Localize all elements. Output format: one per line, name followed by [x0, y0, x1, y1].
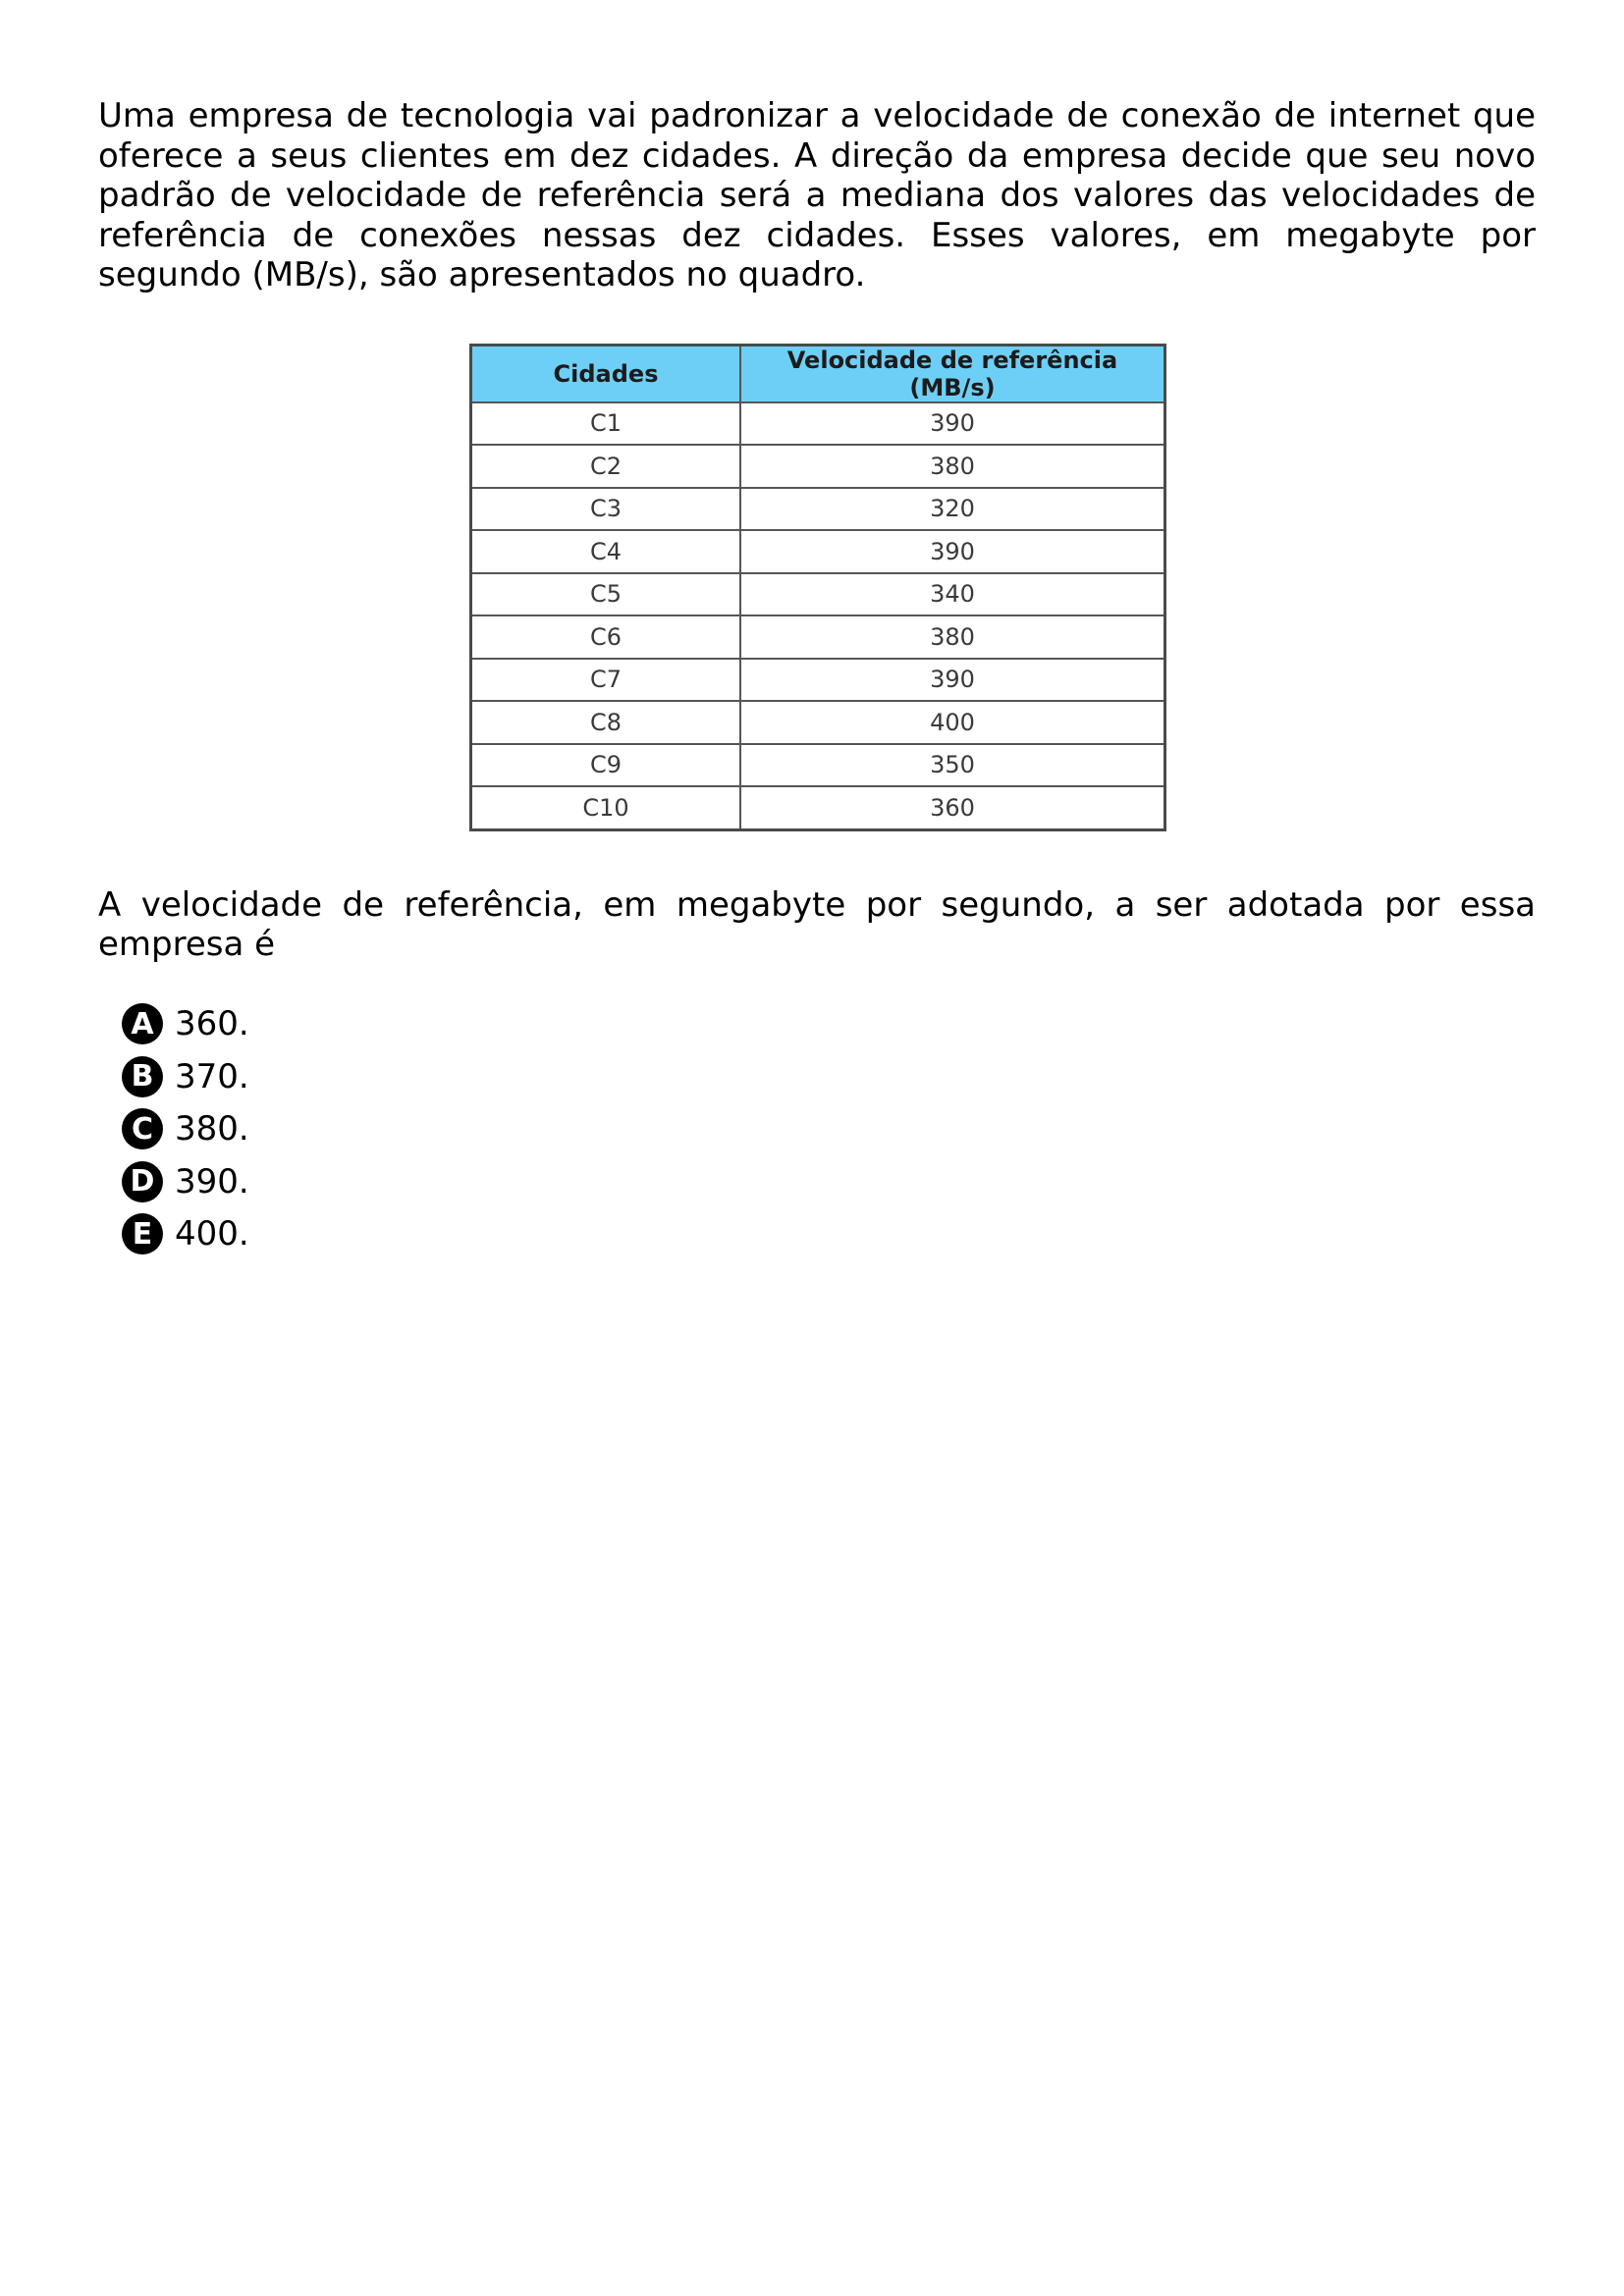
- city-cell: C7: [471, 659, 741, 702]
- speed-cell: 390: [740, 530, 1165, 573]
- city-cell: C5: [471, 573, 741, 616]
- table-header-row: [471, 345, 1165, 402]
- option-letter-badge: B: [122, 1056, 163, 1097]
- answer-options: [122, 998, 1536, 1261]
- city-cell: C4: [471, 530, 741, 573]
- option-letter-badge: E: [122, 1213, 163, 1255]
- option-text: 380.: [175, 1109, 249, 1149]
- table-row: [471, 615, 1165, 659]
- speed-cell: 340: [740, 573, 1165, 616]
- table-row: [471, 701, 1165, 744]
- table-row: [471, 744, 1165, 787]
- option-e[interactable]: [122, 1208, 1536, 1261]
- option-letter-badge: A: [122, 1003, 163, 1044]
- speed-cell: 320: [740, 488, 1165, 531]
- table-row: [471, 530, 1165, 573]
- option-c[interactable]: [122, 1103, 1536, 1156]
- option-text: 370.: [175, 1056, 249, 1096]
- speed-cell: 360: [740, 786, 1165, 829]
- option-d[interactable]: [122, 1155, 1536, 1208]
- table-row: [471, 659, 1165, 702]
- city-cell: C6: [471, 615, 741, 659]
- speed-table: [469, 344, 1166, 831]
- header-velocidade: Velocidade de referência (MB/s): [740, 345, 1165, 402]
- speed-cell: 400: [740, 701, 1165, 744]
- table-row: [471, 786, 1165, 829]
- city-cell: C3: [471, 488, 741, 531]
- city-cell: C9: [471, 744, 741, 787]
- speed-cell: 380: [740, 445, 1165, 488]
- table-row: [471, 445, 1165, 488]
- option-text: 360.: [175, 1004, 249, 1044]
- city-cell: C2: [471, 445, 741, 488]
- table-row: [471, 573, 1165, 616]
- table-row: [471, 402, 1165, 446]
- question-prompt: A velocidade de referência, em megabyte por segundo, a ser adotada por essa empresa é: [98, 884, 1536, 964]
- option-text: 400.: [175, 1214, 249, 1255]
- city-cell: C10: [471, 786, 741, 829]
- speed-cell: 350: [740, 744, 1165, 787]
- option-letter-badge: D: [122, 1161, 163, 1202]
- data-table-container: [469, 344, 1166, 831]
- header-cidades: Cidades: [471, 345, 741, 402]
- question-stem: Uma empresa de tecnologia vai padronizar a velocidade de conexão de internet que oferece a seus clientes em dez cidades. A direção da empresa decide que seu novo padrão de velocidade de referência será a mediana dos valores das velocidades de referência de conexões nessas dez cidades. Esses valores, em megabyte por segundo (MB/s), são apresentados no quadro.: [98, 96, 1536, 294]
- speed-cell: 380: [740, 615, 1165, 659]
- option-text: 390.: [175, 1161, 249, 1201]
- option-a[interactable]: [122, 998, 1536, 1051]
- question-page: [98, 96, 1536, 1260]
- option-b[interactable]: [122, 1050, 1536, 1103]
- city-cell: C8: [471, 701, 741, 744]
- speed-cell: 390: [740, 659, 1165, 702]
- option-letter-badge: C: [122, 1108, 163, 1149]
- city-cell: C1: [471, 402, 741, 446]
- speed-cell: 390: [740, 402, 1165, 446]
- table-row: [471, 488, 1165, 531]
